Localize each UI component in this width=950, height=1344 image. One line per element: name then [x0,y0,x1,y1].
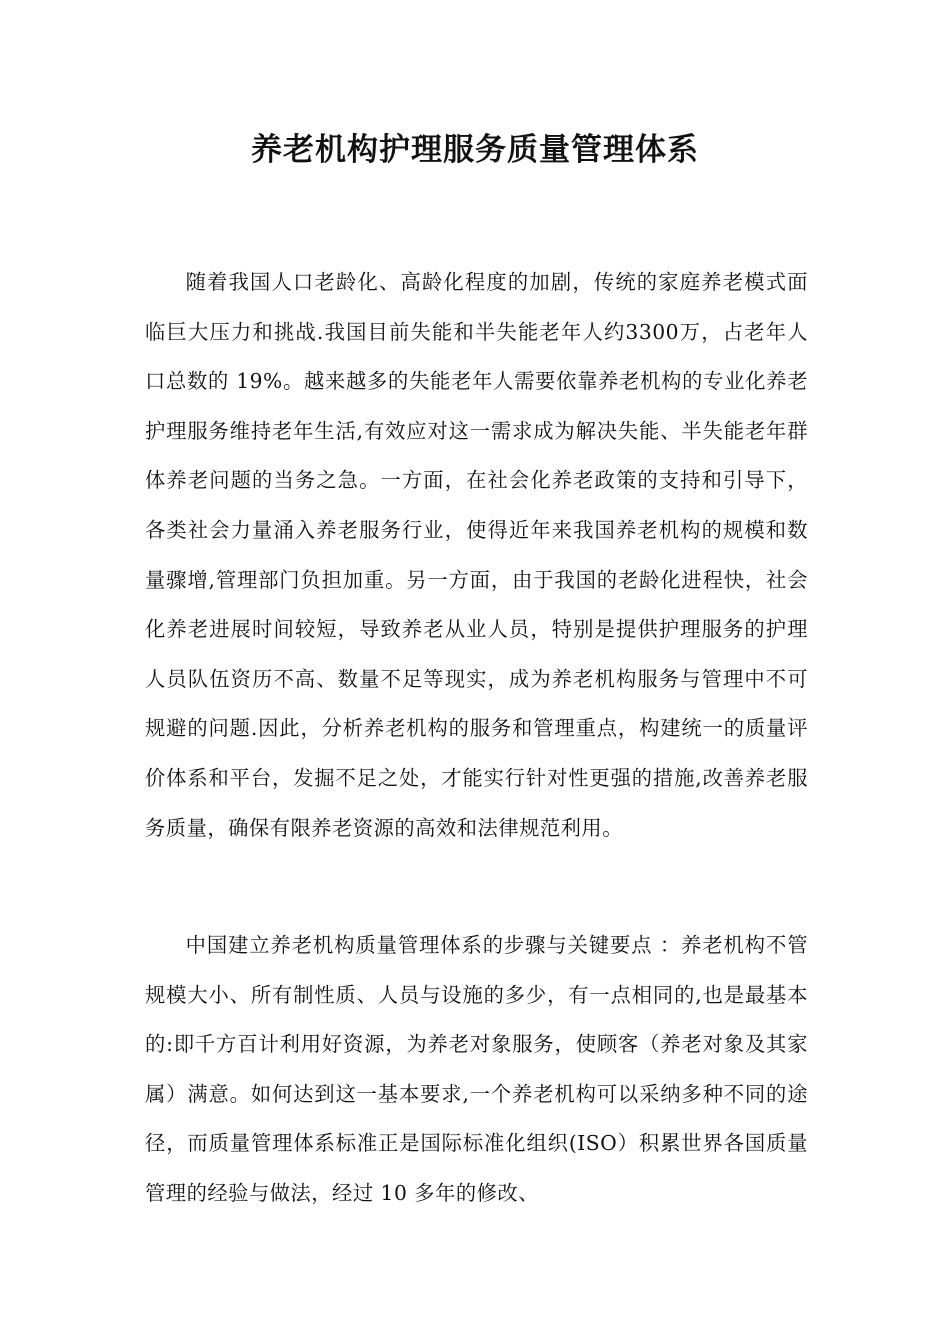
body-paragraph-2: 中国建立养老机构质量管理体系的步骤与关键要点 ：养老机构不管规模大小、所有制性质、人员与设施的多少，有一点相同的,也是最基本的:即千方百计利用好资源，为养老对象服务，使顾客（养老对象及其家属）满意。如何达到这一基本要求,一个养老机构可以采纳多种不同的途径，而质量管理体系标准正是国际标准化组织(ISO）积累世界各国质量管理的经验与做法，经过 10 多年的修改、 [145,933,808,1205]
body-paragraph-1: 随着我国人口老龄化、高龄化程度的加剧，传统的家庭养老模式面临巨大压力和挑战.我国目前失能和半失能老年人约3300万，占老年人口总数的 19%。越来越多的失能老年人需要依靠养老机构的专业化养老护理服务维持老年生活,有效应对这一需求成为解决失能、半失能老年群体养老问题的当务之急。一方面，在社会化养老政策的支持和引导下，各类社会力量涌入养老服务行业，使得近年来我国养老机构的规模和数量骤增,管理部门负担加重。另一方面，由于我国的老龄化进程快，社会化养老进展时间较短，导致养老从业人员，特别是提供护理服务的护理人员队伍资历不高、数量不足等现实，成为养老机构服务与管理中不可规避的问题.因此，分析养老机构的服务和管理重点，构建统一的质量评价体系和平台，发掘不足之处，才能实行针对性更强的措施,改善养老服务质量，确保有限养老资源的高效和法律规范利用。 [145,270,808,840]
document-title: 养老机构护理服务质量管理体系 [251,132,699,168]
